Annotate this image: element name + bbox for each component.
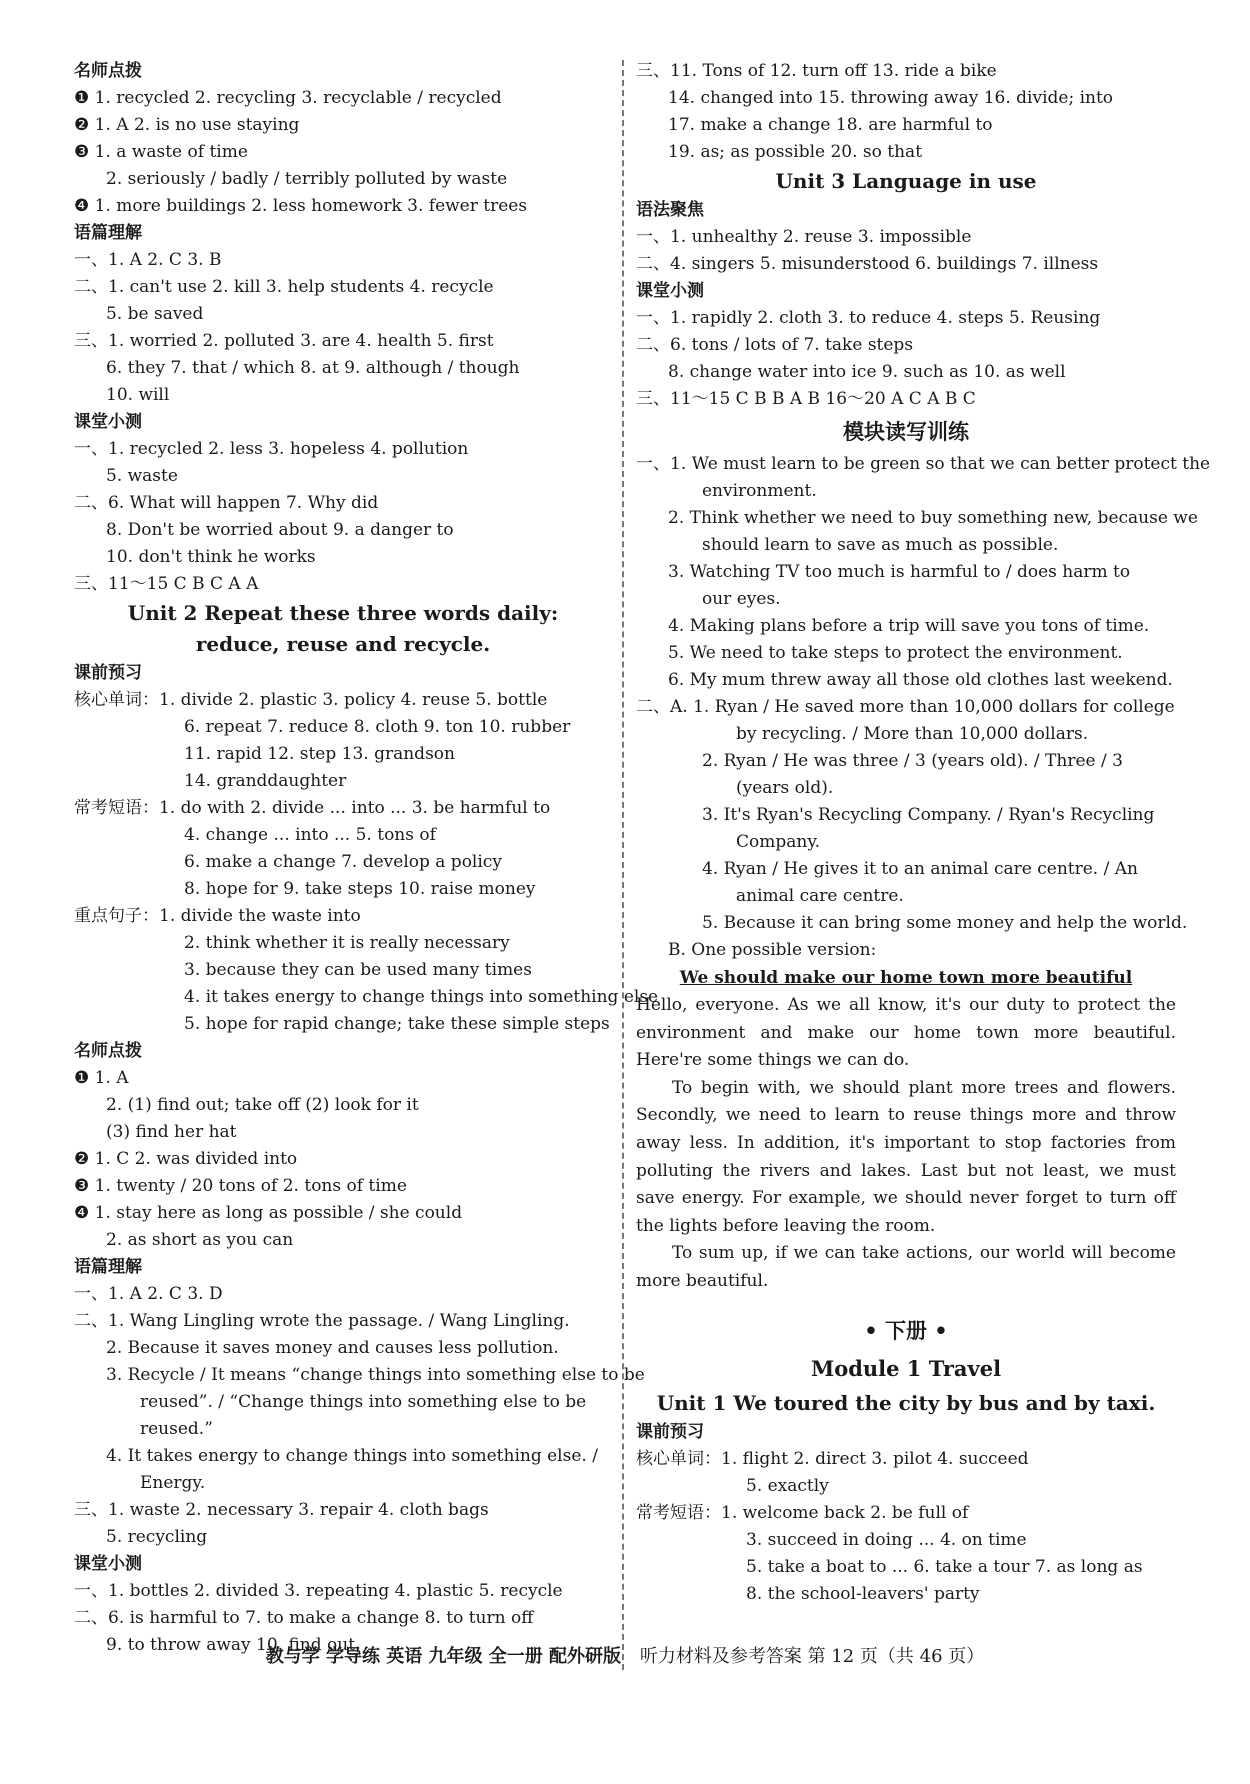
unit-title: Module 1 Travel bbox=[810, 1355, 1002, 1381]
answer-line: 三、11～15 C B B A B 16～20 A C A B C bbox=[636, 389, 976, 409]
answer-line: ❷ 1. A 2. is no use staying bbox=[74, 115, 300, 135]
answer-line: 二、6. tons / lots of 7. take steps bbox=[636, 335, 914, 355]
answer-line: 常考短语：1. welcome back 2. be full of bbox=[636, 1502, 969, 1523]
section-heading: 名师点拨 bbox=[74, 61, 142, 81]
footer-page-number: 听力材料及参考答案 第 12 页（共 46 页） bbox=[639, 1646, 985, 1667]
answer-line: 2. Think whether we need to buy something new, because we bbox=[668, 508, 1198, 528]
answer-line: 10. will bbox=[106, 385, 170, 405]
answer-line: 三、11～15 C B C A A bbox=[74, 574, 259, 594]
answer-line: 二、6. is harmful to 7. to make a change 8. to turn off bbox=[74, 1608, 534, 1628]
answer-line: environment. bbox=[702, 481, 817, 501]
answer-line: 9. to throw away 10. find out bbox=[106, 1635, 356, 1655]
answer-line: (3) find her hat bbox=[106, 1122, 237, 1142]
answer-line: 二、1. can't use 2. kill 3. help students 4. recycle bbox=[74, 277, 494, 297]
answer-line: 2. seriously / badly / terribly polluted by waste bbox=[106, 169, 508, 189]
answer-line: 核心单词：1. flight 2. direct 3. pilot 4. succeed bbox=[636, 1448, 1029, 1469]
answer-line: by recycling. / More than 10,000 dollars. bbox=[736, 724, 1089, 744]
left-column bbox=[74, 58, 659, 1659]
answer-line: B. One possible version: bbox=[668, 940, 877, 960]
section-heading: 课堂小测 bbox=[636, 281, 704, 301]
unit-title: Unit 1 We toured the city by bus and by taxi. bbox=[656, 1390, 1156, 1415]
answer-line: reused”. / “Change things into something else to be bbox=[140, 1392, 587, 1412]
unit-title: reduce, reuse and recycle. bbox=[195, 632, 491, 656]
answer-line: 11. rapid 12. step 13. grandson bbox=[184, 744, 455, 764]
answer-line: 5. exactly bbox=[746, 1475, 829, 1496]
answer-line: 5. take a boat to ... 6. take a tour 7. as long as bbox=[746, 1556, 1143, 1577]
answer-line: 二、A. 1. Ryan / He saved more than 10,000 dollars for college bbox=[636, 697, 1175, 717]
answer-line: 三、11. Tons of 12. turn off 13. ride a bike bbox=[636, 61, 997, 81]
answer-line: our eyes. bbox=[702, 589, 781, 609]
answer-line: 二、6. What will happen 7. Why did bbox=[74, 493, 379, 513]
unit-title: Unit 2 Repeat these three words daily: bbox=[127, 601, 559, 625]
answer-line: 14. granddaughter bbox=[184, 771, 347, 791]
answer-line: 3. succeed in doing ... 4. on time bbox=[746, 1529, 1027, 1550]
answer-line: 2. think whether it is really necessary bbox=[184, 933, 510, 953]
answer-line: 8. Don't be worried about 9. a danger to bbox=[106, 520, 454, 540]
answer-line: 一、1. We must learn to be green so that we can better protect the bbox=[636, 454, 1211, 474]
spacer bbox=[636, 1296, 1176, 1312]
answer-line: 8. the school-leavers' party bbox=[746, 1583, 980, 1604]
section-heading: 课堂小测 bbox=[74, 1554, 142, 1574]
answer-line: 3. because they can be used many times bbox=[184, 960, 532, 980]
answer-line: 一、1. recycled 2. less 3. hopeless 4. pollution bbox=[74, 439, 469, 459]
section-heading: 语篇理解 bbox=[74, 1257, 142, 1277]
answer-line: 一、1. rapidly 2. cloth 3. to reduce 4. steps 5. Reusing bbox=[636, 308, 1101, 328]
answer-line: ❸ 1. twenty / 20 tons of 2. tons of time bbox=[74, 1176, 407, 1196]
answer-line: 5. recycling bbox=[106, 1527, 208, 1547]
answer-line: 2. Because it saves money and causes less pollution. bbox=[106, 1338, 559, 1358]
answer-line: ❶ 1. A bbox=[74, 1068, 129, 1088]
unit-title: Unit 3 Language in use bbox=[775, 169, 1037, 193]
answer-line: 10. don't think he works bbox=[106, 547, 316, 567]
answer-line: 4. it takes energy to change things into something else bbox=[184, 987, 659, 1007]
answer-line: ❸ 1. a waste of time bbox=[74, 142, 248, 162]
answer-line: 一、1. unhealthy 2. reuse 3. impossible bbox=[636, 227, 972, 247]
answer-line: 5. be saved bbox=[106, 304, 204, 324]
answer-line: 6. make a change 7. develop a policy bbox=[184, 852, 502, 872]
answer-line: animal care centre. bbox=[736, 886, 904, 906]
unit-title: 模块读写训练 bbox=[843, 420, 969, 444]
essay-paragraph: To sum up, if we can take actions, our world will become more beautiful. bbox=[636, 1243, 1176, 1291]
answer-line: 6. My mum threw away all those old clothes last weekend. bbox=[668, 670, 1173, 690]
answer-line: 5. Because it can bring some money and help the world. bbox=[702, 913, 1188, 933]
answer-line: Company. bbox=[736, 832, 821, 852]
answer-line: 4. change ... into ... 5. tons of bbox=[184, 825, 436, 845]
essay-title: We should make our home town more beautiful bbox=[679, 968, 1133, 988]
essay-paragraph: Hello, everyone. As we all know, it's our duty to protect the environment and make our home town more beautiful. Here're some things we can do. bbox=[636, 995, 1176, 1071]
answer-line: ❹ 1. stay here as long as possible / she could bbox=[74, 1203, 463, 1223]
answer-line: ❹ 1. more buildings 2. less homework 3. fewer trees bbox=[74, 196, 528, 216]
answer-line: 6. they 7. that / which 8. at 9. although / though bbox=[106, 358, 520, 378]
answer-line: 一、1. A 2. C 3. B bbox=[74, 250, 222, 270]
answer-line: 重点句子：1. divide the waste into bbox=[74, 906, 361, 926]
answer-line: 常考短语：1. do with 2. divide ... into ... 3. be harmful to bbox=[74, 798, 551, 818]
column-divider bbox=[622, 60, 624, 1670]
answer-line: reused.” bbox=[140, 1419, 213, 1439]
answer-line: 8. hope for 9. take steps 10. raise money bbox=[184, 879, 536, 899]
answer-line: ❶ 1. recycled 2. recycling 3. recyclable / recycled bbox=[74, 88, 502, 108]
section-heading: 课堂小测 bbox=[74, 412, 142, 432]
footer-series: 教与学 学导练 英语 九年级 全一册 配外研版 bbox=[265, 1646, 622, 1667]
answer-line: ❷ 1. C 2. was divided into bbox=[74, 1149, 298, 1169]
answer-line: 5. waste bbox=[106, 466, 178, 486]
answer-line: 一、1. A 2. C 3. D bbox=[74, 1284, 223, 1304]
answer-line: 2. (1) find out; take off (2) look for it bbox=[106, 1095, 419, 1115]
answer-line: 3. Recycle / It means “change things into something else to be bbox=[106, 1365, 645, 1385]
answer-line: (years old). bbox=[736, 778, 834, 798]
answer-line: 19. as; as possible 20. so that bbox=[668, 142, 923, 162]
answer-line: should learn to save as much as possible. bbox=[702, 535, 1059, 555]
answer-line: 6. repeat 7. reduce 8. cloth 9. ton 10. rubber bbox=[184, 717, 571, 737]
answer-line: 二、1. Wang Lingling wrote the passage. / Wang Lingling. bbox=[74, 1311, 570, 1331]
unit-title: • 下册 • bbox=[864, 1318, 948, 1343]
answer-line: 17. make a change 18. are harmful to bbox=[668, 115, 993, 135]
answer-line: 14. changed into 15. throwing away 16. divide; into bbox=[668, 88, 1114, 108]
answer-line: 4. It takes energy to change things into something else. / bbox=[106, 1446, 598, 1466]
answer-line: 2. Ryan / He was three / 3 (years old). / Three / 3 bbox=[702, 751, 1123, 771]
answer-line: 8. change water into ice 9. such as 10. as well bbox=[668, 362, 1066, 382]
answer-line: Energy. bbox=[140, 1473, 206, 1493]
page-footer bbox=[0, 1640, 1250, 1674]
essay-paragraph: To begin with, we should plant more trees and flowers. Secondly, we need to learn to reuse things more and throw away less. In addition, it's important to stop factories from polluting the rivers and lakes. Last but not least, we must save energy. For example, we should never forget to turn off the lights before leaving the room. bbox=[636, 1077, 1176, 1236]
answer-line: 5. hope for rapid change; take these simple steps bbox=[184, 1014, 610, 1034]
answer-line: 5. We need to take steps to protect the environment. bbox=[668, 643, 1123, 663]
answer-line: 4. Ryan / He gives it to an animal care centre. / An bbox=[702, 859, 1138, 879]
answer-line: 3. Watching TV too much is harmful to / does harm to bbox=[668, 562, 1131, 582]
answer-line: 4. Making plans before a trip will save you tons of time. bbox=[668, 616, 1150, 636]
section-heading: 课前预习 bbox=[636, 1421, 704, 1442]
answer-line: 3. It's Ryan's Recycling Company. / Ryan's Recycling bbox=[702, 805, 1155, 825]
section-heading: 名师点拨 bbox=[74, 1041, 142, 1061]
answer-line: 2. as short as you can bbox=[106, 1230, 294, 1250]
answer-line: 三、1. worried 2. polluted 3. are 4. health 5. first bbox=[74, 331, 494, 351]
answer-line: 核心单词：1. divide 2. plastic 3. policy 4. reuse 5. bottle bbox=[74, 690, 548, 710]
section-heading: 语篇理解 bbox=[74, 223, 142, 243]
section-heading: 语法聚焦 bbox=[636, 200, 704, 220]
answer-line: 二、4. singers 5. misunderstood 6. buildings 7. illness bbox=[636, 254, 1099, 274]
section-heading: 课前预习 bbox=[74, 663, 142, 683]
answer-line: 一、1. bottles 2. divided 3. repeating 4. plastic 5. recycle bbox=[74, 1581, 563, 1601]
answer-line: 三、1. waste 2. necessary 3. repair 4. cloth bags bbox=[74, 1500, 489, 1520]
right-column bbox=[636, 58, 1211, 1608]
